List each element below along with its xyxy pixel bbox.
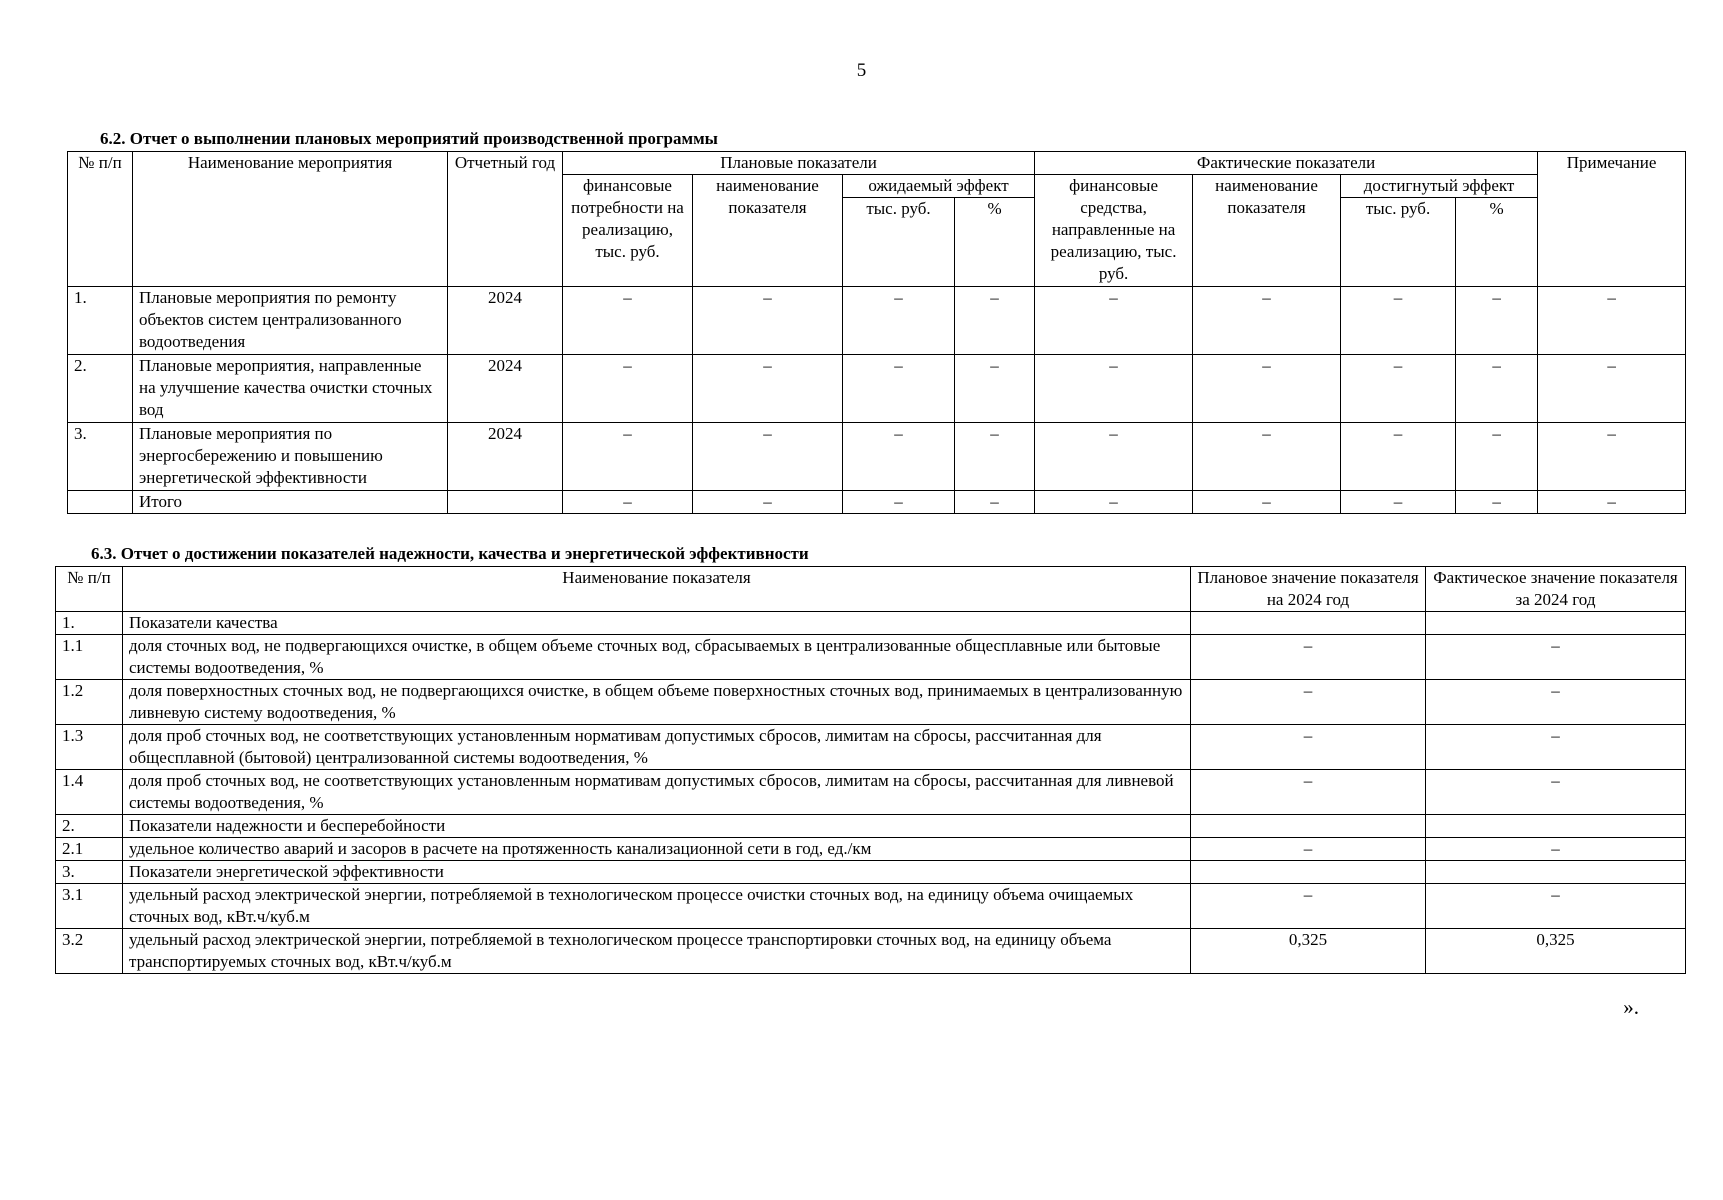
row-value: – xyxy=(1341,287,1456,355)
row-activity-name: Плановые мероприятия по ремонту объектов систем централизованного водоотведения xyxy=(133,287,448,355)
row-indicator-name: удельный расход электрической энергии, потребляемой в технологическом процессе транспортировки сточных вод, на единицу объема транспортируемых сточных вод, кВт.ч/куб.м xyxy=(123,929,1191,974)
header-planned-finance: финансовые потребности на реализацию, тыс. руб. xyxy=(563,175,693,287)
header-actual-finance: финансовые средства, направленные на реализацию, тыс. руб. xyxy=(1035,175,1193,287)
page-number: 5 xyxy=(856,60,867,81)
row-value: – xyxy=(843,287,955,355)
row-value: – xyxy=(843,355,955,423)
header-planned-indicator: наименование показателя xyxy=(693,175,843,287)
row-actual: – xyxy=(1426,725,1686,770)
table-row xyxy=(68,287,1686,355)
row-activity-name: Плановые мероприятия, направленные на улучшение качества очистки сточных вод xyxy=(133,355,448,423)
row-year: 2024 xyxy=(448,355,563,423)
header-planned-effect-pct: % xyxy=(955,198,1035,287)
total-value: – xyxy=(843,491,955,514)
header-actual-effect-pct: % xyxy=(1456,198,1538,287)
section-6-2-title: 6.2. Отчет о выполнении плановых мероприятий производственной программы xyxy=(100,129,718,148)
row-planned: – xyxy=(1191,725,1426,770)
row-planned: 0,325 xyxy=(1191,929,1426,974)
header-actual-effect-rub: тыс. руб. xyxy=(1341,198,1456,287)
row-value: – xyxy=(1035,287,1193,355)
row-value: – xyxy=(1341,423,1456,491)
header-planned-effect: ожидаемый эффект xyxy=(843,175,1035,198)
row-num: 1.2 xyxy=(56,680,123,725)
row-planned: – xyxy=(1191,838,1426,861)
header-actual-effect: достигнутый эффект xyxy=(1341,175,1538,198)
header-row-1 xyxy=(68,152,1686,175)
row-value: – xyxy=(1193,423,1341,491)
row-value: – xyxy=(1456,355,1538,423)
row-indicator-name: Показатели энергетической эффективности xyxy=(123,861,1191,884)
section-6-3-title: 6.3. Отчет о достижении показателей надежности, качества и энергетической эффективности xyxy=(91,544,809,563)
row-value: – xyxy=(563,355,693,423)
row-actual: – xyxy=(1426,838,1686,861)
row-num: 1. xyxy=(68,287,133,355)
row-value: – xyxy=(563,287,693,355)
row-value: – xyxy=(1456,287,1538,355)
total-value: – xyxy=(1035,491,1193,514)
planned-activities-table xyxy=(67,151,1686,514)
header-row xyxy=(56,567,1686,612)
table-row xyxy=(56,770,1686,815)
row-num: 2. xyxy=(68,355,133,423)
header-indicator-name: Наименование показателя xyxy=(123,567,1191,612)
row-planned xyxy=(1191,861,1426,884)
row-actual: – xyxy=(1426,635,1686,680)
table-row xyxy=(68,355,1686,423)
row-value: – xyxy=(1035,355,1193,423)
row-value: – xyxy=(1538,355,1686,423)
row-actual xyxy=(1426,861,1686,884)
row-value: – xyxy=(955,423,1035,491)
row-value: – xyxy=(693,287,843,355)
row-value: – xyxy=(1341,355,1456,423)
table-row xyxy=(56,680,1686,725)
total-label: Итого xyxy=(133,491,448,514)
total-value: – xyxy=(1538,491,1686,514)
row-value: – xyxy=(1193,287,1341,355)
row-value: – xyxy=(1456,423,1538,491)
row-indicator-name: доля поверхностных сточных вод, не подвергающихся очистке, в общем объеме поверхностных сточных вод, принимаемых в централизованную ливневую систему водоотведения, % xyxy=(123,680,1191,725)
row-num: 1. xyxy=(56,612,123,635)
row-indicator-name: Показатели качества xyxy=(123,612,1191,635)
row-activity-name: Плановые мероприятия по энергосбережению и повышению энергетической эффективности xyxy=(133,423,448,491)
table-row xyxy=(56,929,1686,974)
row-num: 3.2 xyxy=(56,929,123,974)
row-planned xyxy=(1191,612,1426,635)
row-indicator-name: удельный расход электрической энергии, потребляемой в технологическом процессе очистки сточных вод, на единицу объема очищаемых сточных вод, кВт.ч/куб.м xyxy=(123,884,1191,929)
row-num: 3. xyxy=(68,423,133,491)
row-num: 1.3 xyxy=(56,725,123,770)
row-value: – xyxy=(955,355,1035,423)
total-year xyxy=(448,491,563,514)
row-value: – xyxy=(693,355,843,423)
header-planned: Плановые показатели xyxy=(563,152,1035,175)
total-value: – xyxy=(563,491,693,514)
table-row xyxy=(56,612,1686,635)
row-value: – xyxy=(1538,287,1686,355)
row-actual xyxy=(1426,612,1686,635)
row-value: – xyxy=(693,423,843,491)
total-value: – xyxy=(1341,491,1456,514)
table-row xyxy=(56,838,1686,861)
row-planned: – xyxy=(1191,770,1426,815)
total-value: – xyxy=(955,491,1035,514)
table-row xyxy=(68,423,1686,491)
table-row xyxy=(56,635,1686,680)
row-num: 2.1 xyxy=(56,838,123,861)
row-year: 2024 xyxy=(448,287,563,355)
row-planned: – xyxy=(1191,635,1426,680)
row-value: – xyxy=(1193,355,1341,423)
table-row xyxy=(56,815,1686,838)
row-actual: – xyxy=(1426,680,1686,725)
row-num: 2. xyxy=(56,815,123,838)
row-num: 3. xyxy=(56,861,123,884)
row-value: – xyxy=(1538,423,1686,491)
row-actual: – xyxy=(1426,884,1686,929)
row-planned: – xyxy=(1191,884,1426,929)
total-row xyxy=(68,491,1686,514)
total-value: – xyxy=(1456,491,1538,514)
table-row xyxy=(56,884,1686,929)
total-value: – xyxy=(1193,491,1341,514)
row-value: – xyxy=(955,287,1035,355)
row-value: – xyxy=(843,423,955,491)
row-actual: 0,325 xyxy=(1426,929,1686,974)
row-indicator-name: Показатели надежности и бесперебойности xyxy=(123,815,1191,838)
header-actual-indicator: наименование показателя xyxy=(1193,175,1341,287)
header-activity-name: Наименование мероприятия xyxy=(133,152,448,287)
header-actual-value: Фактическое значение показателя за 2024 год xyxy=(1426,567,1686,612)
row-num: 1.4 xyxy=(56,770,123,815)
row-value: – xyxy=(563,423,693,491)
row-year: 2024 xyxy=(448,423,563,491)
row-planned xyxy=(1191,815,1426,838)
table-row xyxy=(56,861,1686,884)
header-num: № п/п xyxy=(56,567,123,612)
total-value: – xyxy=(693,491,843,514)
row-indicator-name: доля сточных вод, не подвергающихся очистке, в общем объеме сточных вод, сбрасываемых в централизованные общесплавные или бытовые системы водоотведения, % xyxy=(123,635,1191,680)
indicators-table xyxy=(55,566,1686,974)
row-actual xyxy=(1426,815,1686,838)
header-planned-effect-rub: тыс. руб. xyxy=(843,198,955,287)
row-num: 1.1 xyxy=(56,635,123,680)
row-planned: – xyxy=(1191,680,1426,725)
row-actual: – xyxy=(1426,770,1686,815)
row-indicator-name: удельное количество аварий и засоров в расчете на протяженность канализационной сети в год, ед./км xyxy=(123,838,1191,861)
header-note: Примечание xyxy=(1538,152,1686,287)
header-num: № п/п xyxy=(68,152,133,287)
row-indicator-name: доля проб сточных вод, не соответствующих установленным нормативам допустимых сбросов, лимитам на сбросы, рассчитанная для ливневой системы водоотведения, % xyxy=(123,770,1191,815)
row-num: 3.1 xyxy=(56,884,123,929)
table-row xyxy=(56,725,1686,770)
row-indicator-name: доля проб сточных вод, не соответствующих установленным нормативам допустимых сбросов, лимитам на сбросы, рассчитанная для общесплавной (бытовой) централизованной системы водоотведения, % xyxy=(123,725,1191,770)
total-num xyxy=(68,491,133,514)
closing-quote-mark: ». xyxy=(1623,995,1639,1019)
header-actual: Фактические показатели xyxy=(1035,152,1538,175)
header-year: Отчетный год xyxy=(448,152,563,287)
header-planned-value: Плановое значение показателя на 2024 год xyxy=(1191,567,1426,612)
row-value: – xyxy=(1035,423,1193,491)
